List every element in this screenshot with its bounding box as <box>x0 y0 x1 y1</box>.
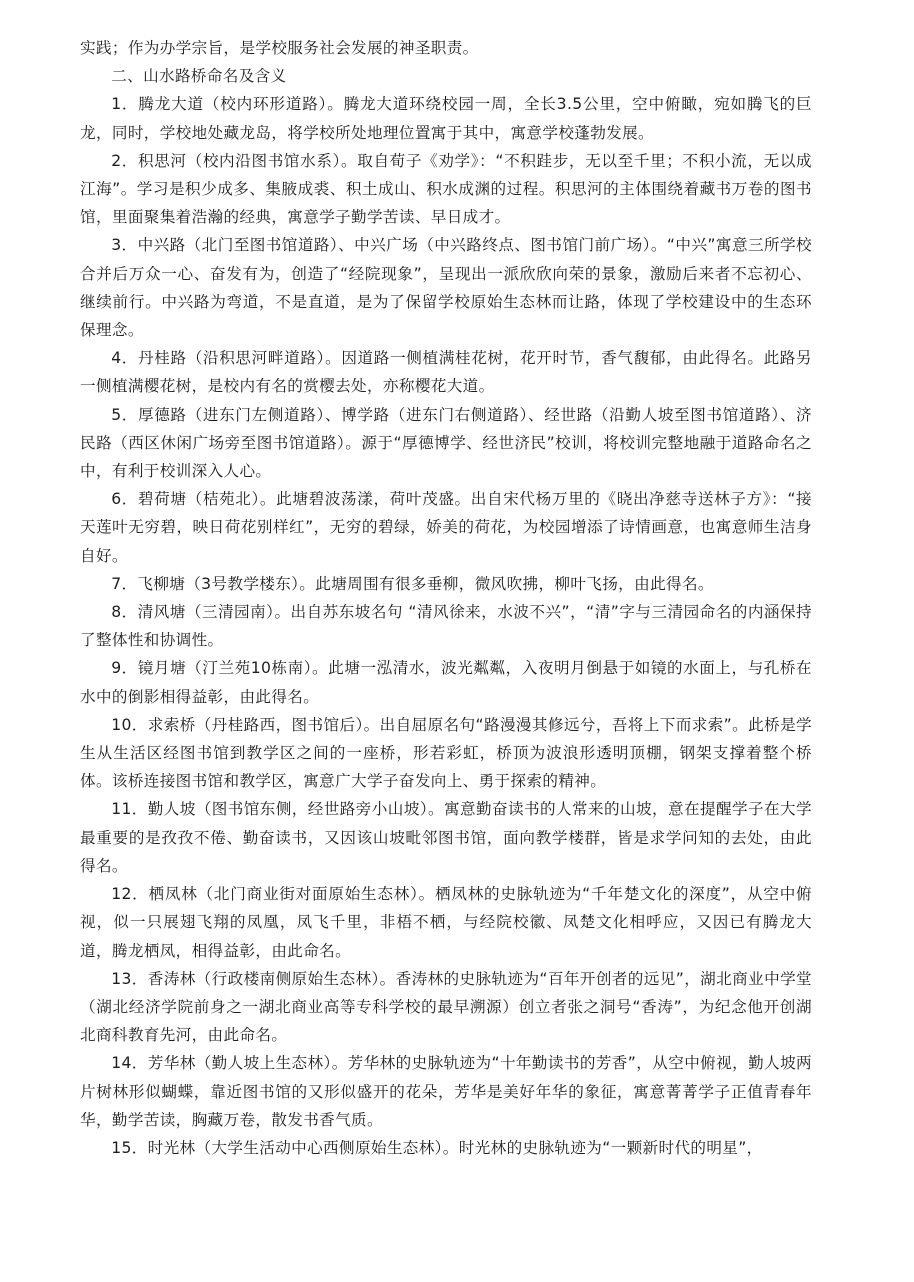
paragraph-item-11: 11．勤人坡（图书馆东侧，经世路旁小山坡）。寓意勤奋读书的人常来的山坡，意在提醒学子在大学最重要的是孜孜不倦、勤奋读书，又因该山坡毗邻图书馆，面向教学楼群，皆是求学问知的去处，由此得名。 <box>80 800 812 875</box>
section-heading: 二、山水路桥命名及含义 <box>111 67 287 86</box>
paragraph-item-14: 14．芳华林（勤人坡上生态林）。芳华林的史脉轨迹为“十年勤读书的芳香”，从空中俯视，勤人坡两片树林形似蝴蝶，靠近图书馆的又形似盛开的花朵，芳华是美好年华的象征，寓意菁菁学子正值青春年华，勤学苦读，胸藏万卷，散发书香气质。 <box>80 1054 812 1129</box>
document-body <box>80 34 812 1162</box>
paragraph-item-6: 6．碧荷塘（桔苑北）。此塘碧波荡漾，荷叶茂盛。出自宋代杨万里的《晓出净慈寺送林子方》：“接天莲叶无穷碧，映日荷花别样红”，无穷的碧绿，娇美的荷花，为校园增添了诗情画意，也寓意师生洁身自好。 <box>80 490 812 565</box>
paragraph-item-1: 1．腾龙大道（校内环形道路）。腾龙大道环绕校园一周，全长3.5公里，空中俯瞰，宛如腾飞的巨龙，同时，学校地处藏龙岛，将学校所处地理位置寓于其中，寓意学校蓬勃发展。 <box>80 95 812 142</box>
paragraph-item-2: 2．积思河（校内沿图书馆水系）。取自荀子《劝学》：“不积跬步，无以至千里；不积小流，无以成江海”。学习是积少成多、集腋成裘、积土成山、积水成渊的过程。积思河的主体围绕着藏书万卷的图书馆，里面聚集着浩瀚的经典，寓意学子勤学苦读、早日成才。 <box>80 151 812 227</box>
paragraph-item-4: 4．丹桂路（沿积思河畔道路）。因道路一侧植满桂花树，花开时节，香气馥郁，由此得名。此路另一侧植满樱花树，是校内有名的赏樱去处，亦称樱花大道。 <box>80 349 812 396</box>
paragraph-continuation: 实践；作为办学宗旨，是学校服务社会发展的神圣职责。 <box>80 39 479 57</box>
paragraph-item-10: 10．求索桥（丹桂路西，图书馆后）。出自屈原名句“路漫漫其修远兮，吾将上下而求索”。此桥是学生从生活区经图书馆到教学区之间的一座桥，形若彩虹，桥顶为波浪形透明顶棚，钢架支撑着整个桥体。该桥连接图书馆和教学区，寓意广大学子奋发向上、勇于探索的精神。 <box>80 715 812 791</box>
paragraph-item-15: 15．时光林（大学生活动中心西侧原始生态林）。时光林的史脉轨迹为“一颗新时代的明星”， <box>111 1138 763 1157</box>
paragraph-item-8: 8．清风塘（三清园南）。出自苏东坡名句 “清风徐来，水波不兴”，“清”字与三清园命名的内涵保持了整体性和协调性。 <box>80 603 812 650</box>
paragraph-item-3: 3．中兴路（北门至图书馆道路）、中兴广场（中兴路终点、图书馆门前广场）。“中兴”寓意三所学校合并后万众一心、奋发有为，创造了“经院现象”，呈现出一派欣欣向荣的景象，激励后来者不忘初心、继续前行。中兴路为弯道，不是直道，是为了保留学校原始生态林而让路，体现了学校建设中的生态环保理念。 <box>80 236 812 340</box>
paragraph-item-12: 12．栖凤林（北门商业街对面原始生态林）。栖凤林的史脉轨迹为“千年楚文化的深度”，从空中俯视，似一只展翅飞翔的凤凰，凤飞千里，非梧不栖，与经院校徽、凤楚文化相呼应，又因已有腾龙大道，腾龙栖凤，相得益彰，由此命名。 <box>80 885 812 960</box>
paragraph-item-5: 5．厚德路（进东门左侧道路）、博学路（进东门右侧道路）、经世路（沿勤人坡至图书馆道路）、济民路（西区休闲广场旁至图书馆道路）。源于“厚德博学、经世济民”校训，将校训完整地融于道路命名之中，有利于校训深入人心。 <box>80 405 812 481</box>
paragraph-item-13: 13．香涛林（行政楼南侧原始生态林）。香涛林的史脉轨迹为“百年开创者的远见”，湖北商业中学堂（湖北经济学院前身之一湖北商业高等专科学校的最早溯源）创立者张之洞号“香涛”，为纪念他开创湖北商科教育先河，由此命名。 <box>80 969 812 1045</box>
paragraph-item-9: 9．镜月塘（汀兰苑10栋南）。此塘一泓清水，波光粼粼，入夜明月倒悬于如镜的水面上，与孔桥在水中的倒影相得益彰，由此得名。 <box>80 659 812 706</box>
paragraph-item-7: 7．飞柳塘（3号教学楼东）。此塘周围有很多垂柳，微风吹拂，柳叶飞扬，由此得名。 <box>111 574 714 593</box>
